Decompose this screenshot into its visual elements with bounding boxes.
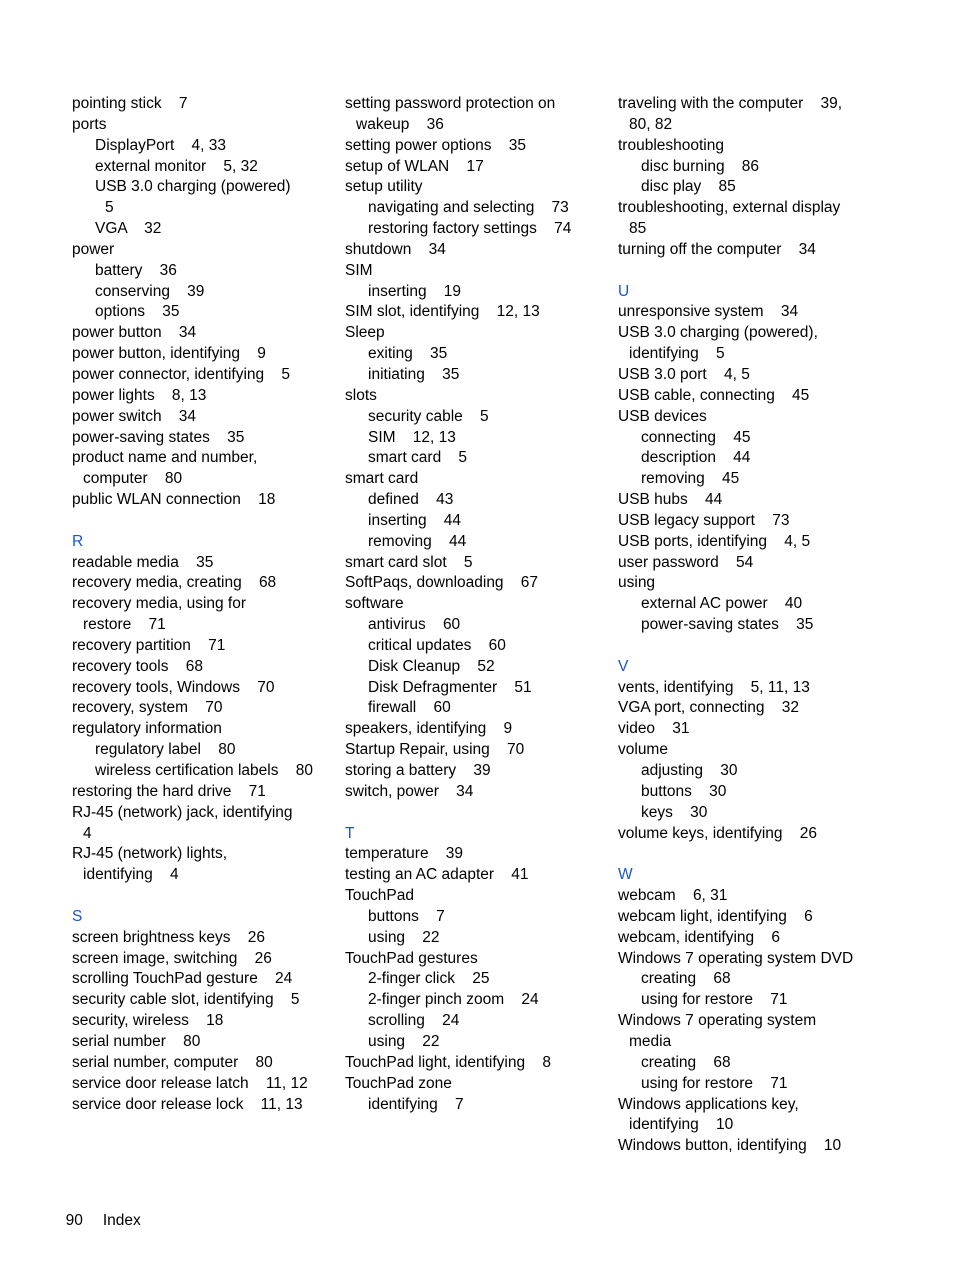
index-column-2 [345, 94, 607, 1115]
index-subentry: removing 45 [641, 470, 740, 488]
page-footer [57, 1191, 141, 1231]
index-entry: recovery partition 71 [72, 636, 226, 654]
index-entry: VGA port, connecting 32 [618, 699, 799, 717]
index-entry: recovery media, using for [72, 595, 247, 613]
index-entry: service door release latch 11, 12 [72, 1074, 308, 1092]
section-name: Index [102, 1212, 141, 1229]
index-subentry: conserving 39 [95, 282, 205, 300]
index-subentry: adjusting 30 [641, 762, 738, 779]
index-entry: power connector, identifying 5 [72, 365, 290, 383]
index-subentry: inserting 19 [368, 282, 462, 300]
index-entry: SIM [345, 261, 373, 279]
index-entry: SoftPaqs, downloading 67 [345, 574, 539, 592]
index-entry: restore 71 [83, 616, 166, 634]
index-subentry: Disk Defragmenter 51 [368, 678, 532, 696]
index-entry: Windows button, identifying 10 [618, 1137, 842, 1155]
index-entry: public WLAN connection 18 [72, 491, 276, 509]
index-entry: using [618, 574, 656, 592]
index-entry: troubleshooting, external display [618, 199, 841, 217]
index-entry: Windows applications key, [618, 1095, 799, 1113]
index-subentry: scrolling 24 [368, 1012, 460, 1030]
index-entry: power [72, 240, 115, 258]
index-subentry: defined 43 [368, 491, 454, 509]
index-subentry: initiating 35 [368, 365, 460, 383]
index-entry: Startup Repair, using 70 [345, 741, 525, 759]
index-entry: smart card slot 5 [345, 553, 473, 571]
index-entry: TouchPad zone [345, 1074, 452, 1092]
index-entry: 4 [83, 824, 92, 842]
index-entry: pointing stick 7 [72, 95, 188, 112]
index-subentry: battery 36 [95, 261, 177, 279]
index-subentry: restoring factory settings 74 [368, 220, 572, 238]
index-subentry: external AC power 40 [641, 595, 803, 613]
index-entry: TouchPad [345, 887, 414, 905]
index-letter-heading: S [72, 907, 83, 925]
index-subentry: regulatory label 80 [95, 741, 236, 759]
index-entry: identifying 5 [629, 345, 725, 363]
index-entry: screen image, switching 26 [72, 949, 272, 967]
index-entry: 85 [629, 220, 647, 238]
index-entry: temperature 39 [345, 845, 464, 863]
index-entry: troubleshooting [618, 136, 724, 154]
index-entry: speakers, identifying 9 [345, 720, 513, 738]
index-subentry: disc burning 86 [641, 157, 760, 175]
index-entry: security cable slot, identifying 5 [72, 991, 300, 1009]
index-entry: product name and number, [72, 449, 258, 467]
index-subentry: antivirus 60 [368, 616, 461, 634]
index-letter-heading: W [618, 866, 633, 884]
index-subentry: using for restore 71 [641, 1074, 788, 1092]
index-entry: recovery, system 70 [72, 699, 223, 717]
index-subentry: using 22 [368, 1032, 440, 1050]
index-entry: webcam 6, 31 [618, 887, 728, 905]
index-subentry: keys 30 [641, 803, 708, 821]
index-entry: TouchPad gestures [345, 949, 478, 967]
index-subentry: removing 44 [368, 532, 467, 550]
index-entry: USB legacy support 73 [618, 511, 790, 529]
index-entry: setting password protection on [345, 95, 556, 112]
index-entry: scrolling TouchPad gesture 24 [72, 970, 293, 988]
index-subentry: using 22 [368, 928, 440, 946]
index-entry: traveling with the computer 39, [618, 95, 843, 112]
index-entry: smart card [345, 470, 419, 488]
index-subentry: power-saving states 35 [641, 616, 814, 634]
index-entry: unresponsive system 34 [618, 303, 799, 321]
index-subentry: 2-finger pinch zoom 24 [368, 991, 539, 1009]
index-entry: identifying 10 [629, 1116, 734, 1134]
index-subentry: USB 3.0 charging (powered) [95, 178, 291, 196]
index-entry: media [629, 1032, 672, 1050]
index-entry: power button 34 [72, 324, 197, 342]
index-subentry: wireless certification labels 80 [95, 762, 313, 779]
index-entry: Windows 7 operating system [618, 1012, 817, 1030]
index-entry: RJ-45 (network) lights, [72, 845, 228, 863]
index-entry: USB hubs 44 [618, 491, 723, 509]
index-entry: video 31 [618, 720, 690, 738]
index-subentry: SIM 12, 13 [368, 428, 456, 446]
index-entry: security, wireless 18 [72, 1012, 224, 1030]
index-subentry: options 35 [95, 303, 180, 321]
index-letter-heading: R [72, 532, 84, 550]
index-column-1 [72, 94, 334, 1115]
index-entry: slots [345, 386, 377, 404]
index-entry: software [345, 595, 404, 613]
index-subentry: inserting 44 [368, 511, 462, 529]
index-subentry: smart card 5 [368, 449, 468, 467]
index-entry: restoring the hard drive 71 [72, 782, 266, 800]
index-entry: recovery tools, Windows 70 [72, 678, 275, 696]
index-entry: Windows 7 operating system DVD [618, 949, 854, 967]
index-entry: USB cable, connecting 45 [618, 386, 810, 404]
index-entry: webcam, identifying 6 [618, 928, 780, 946]
index-entry: screen brightness keys 26 [72, 928, 265, 946]
index-entry: USB ports, identifying 4, 5 [618, 532, 811, 550]
index-subentry: description 44 [641, 449, 751, 467]
index-subentry: 2-finger click 25 [368, 970, 490, 988]
index-subentry: creating 68 [641, 1053, 731, 1071]
index-entry: power lights 8, 13 [72, 386, 207, 404]
index-subentry: critical updates 60 [368, 636, 506, 654]
index-entry: switch, power 34 [345, 782, 474, 800]
index-column-3 [618, 94, 898, 1157]
index-letter-heading: V [618, 657, 629, 675]
index-entry: TouchPad light, identifying 8 [345, 1053, 551, 1071]
index-entry: serial number, computer 80 [72, 1053, 273, 1071]
index-subentry: navigating and selecting 73 [368, 199, 569, 217]
page-number: 90 [65, 1212, 83, 1229]
index-subentry: exiting 35 [368, 345, 448, 363]
index-entry: power switch 34 [72, 407, 197, 425]
index-entry: identifying 4 [83, 866, 179, 884]
index-entry: ports [72, 115, 107, 133]
index-letter-heading: T [345, 824, 355, 842]
index-entry: setting power options 35 [345, 136, 526, 154]
index-entry: setup utility [345, 178, 423, 196]
index-entry: USB devices [618, 407, 707, 425]
index-subentry: disc play 85 [641, 178, 736, 196]
index-entry: RJ-45 (network) jack, identifying [72, 803, 293, 821]
index-entry: computer 80 [83, 470, 183, 488]
index-subentry: buttons 7 [368, 907, 445, 925]
index-entry: SIM slot, identifying 12, 13 [345, 303, 540, 321]
index-entry: setup of WLAN 17 [345, 157, 484, 175]
index-subentry: firewall 60 [368, 699, 451, 717]
index-entry: 80, 82 [629, 115, 673, 133]
index-entry: volume [618, 741, 668, 759]
index-subentry: creating 68 [641, 970, 731, 988]
index-entry: serial number 80 [72, 1032, 201, 1050]
index-entry: USB 3.0 charging (powered), [618, 324, 818, 342]
index-entry: USB 3.0 port 4, 5 [618, 365, 750, 383]
index-subentry: Disk Cleanup 52 [368, 657, 495, 675]
index-entry: recovery tools 68 [72, 657, 203, 675]
index-subentry: DisplayPort 4, 33 [95, 136, 226, 154]
index-subentry: 5 [105, 199, 114, 217]
index-entry: storing a battery 39 [345, 762, 491, 779]
index-subentry: identifying 7 [368, 1095, 464, 1113]
index-letter-heading: U [618, 282, 630, 300]
index-entry: recovery media, creating 68 [72, 574, 277, 592]
index-subentry: buttons 30 [641, 782, 727, 800]
index-entry: vents, identifying 5, 11, 13 [618, 678, 810, 696]
index-subentry: VGA 32 [95, 220, 162, 238]
index-entry: webcam light, identifying 6 [618, 907, 813, 925]
index-entry: turning off the computer 34 [618, 240, 816, 258]
index-entry: power button, identifying 9 [72, 345, 266, 363]
index-entry: testing an AC adapter 41 [345, 866, 529, 884]
index-subentry: using for restore 71 [641, 991, 788, 1009]
index-subentry: external monitor 5, 32 [95, 157, 258, 175]
index-entry: Sleep [345, 324, 385, 342]
index-subentry: connecting 45 [641, 428, 751, 446]
index-entry: shutdown 34 [345, 240, 446, 258]
index-entry: readable media 35 [72, 553, 214, 571]
index-entry: service door release lock 11, 13 [72, 1095, 303, 1113]
index-entry: user password 54 [618, 553, 754, 571]
index-subentry: security cable 5 [368, 407, 489, 425]
index-entry: power-saving states 35 [72, 428, 245, 446]
index-entry: wakeup 36 [356, 115, 444, 133]
index-entry: volume keys, identifying 26 [618, 824, 818, 842]
index-entry: regulatory information [72, 720, 222, 738]
